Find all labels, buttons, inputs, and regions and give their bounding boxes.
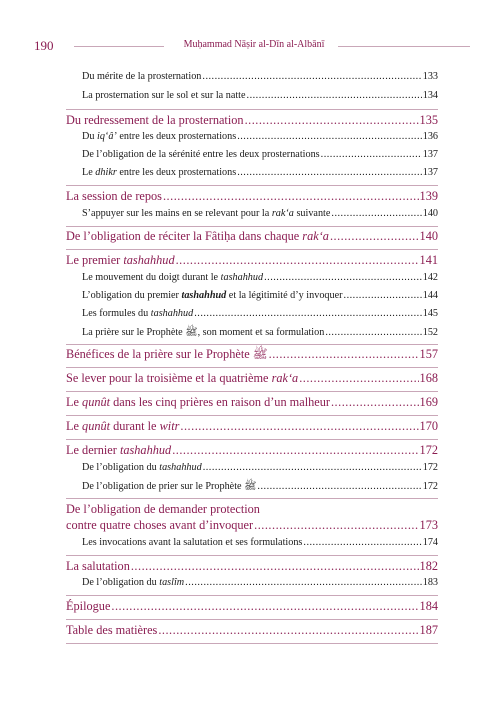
toc-entry-page: 140 — [422, 208, 438, 219]
section-divider — [66, 391, 438, 392]
toc-entry[interactable] — [66, 149, 438, 160]
toc-entry-page: 183 — [422, 577, 438, 588]
toc-section-page: 141 — [419, 253, 438, 267]
toc-entry[interactable] — [66, 71, 438, 82]
toc-section-title: La session de repos — [66, 189, 162, 203]
section-divider — [66, 249, 438, 250]
header-rule-right — [338, 46, 470, 47]
toc-section[interactable] — [66, 623, 438, 638]
toc-entry-title: De l’obligation de prier sur le Prophète ﷺ — [82, 481, 257, 492]
toc-entry[interactable] — [66, 537, 438, 548]
toc-entry-title: S’appuyer sur les mains en se relevant pour la rak‘a suivante — [82, 208, 331, 219]
toc-entry-title: Du mérite de la prosternation — [82, 71, 202, 82]
header-rule-left — [74, 46, 164, 47]
dot-leader — [111, 599, 418, 614]
toc-section-title: Le qunût durant le witr — [66, 419, 180, 433]
toc-section[interactable] — [66, 518, 438, 533]
section-divider — [66, 226, 438, 227]
toc-section-title: La salutation — [66, 559, 130, 573]
toc-section-page: 173 — [419, 518, 438, 532]
toc-section-page: 187 — [419, 623, 438, 637]
section-divider — [66, 185, 438, 186]
dot-leader — [254, 518, 418, 533]
toc-entry-title: Du iq‘â’ entre les deux prosternations — [82, 131, 237, 142]
dot-leader — [131, 559, 419, 574]
toc-section[interactable] — [66, 371, 438, 386]
page-number: 190 — [34, 38, 54, 53]
toc-entry-title: Le mouvement du doigt durant le tashahhud — [82, 272, 264, 283]
toc-section-page: 169 — [419, 395, 438, 409]
toc-section-page: 140 — [419, 229, 438, 243]
toc-entry-page: 174 — [422, 537, 438, 548]
toc-section[interactable] — [66, 443, 438, 458]
dot-leader — [257, 481, 421, 492]
dot-leader — [264, 272, 422, 283]
toc-entry-page: 136 — [422, 131, 438, 142]
dot-leader — [172, 443, 418, 458]
section-divider — [66, 439, 438, 440]
toc-entry-title: L’obligation du premier tashahhud et la légitimité d’y invoquer — [82, 290, 343, 301]
toc-section-page: 157 — [419, 347, 438, 361]
dot-leader — [325, 327, 421, 338]
section-divider — [66, 344, 438, 345]
dot-leader — [158, 623, 418, 638]
toc-section-page: 168 — [419, 371, 438, 385]
section-divider — [66, 498, 438, 499]
toc-entry[interactable] — [66, 308, 438, 319]
section-divider — [66, 643, 438, 644]
toc-section-page: 172 — [419, 443, 438, 457]
toc-entry-page: 142 — [422, 272, 438, 283]
toc-entry-title: Le dhikr entre les deux prosternations — [82, 167, 237, 178]
toc-section-title-line1: De l’obligation de demander protection — [66, 502, 260, 516]
toc-entry[interactable] — [66, 167, 438, 178]
dot-leader — [299, 371, 418, 386]
toc-entry-title: De l’obligation du tashahhud — [82, 462, 202, 473]
toc-section[interactable] — [66, 189, 438, 204]
toc-section-title: Le dernier tashahhud — [66, 443, 172, 457]
toc-entry-page: 137 — [422, 149, 438, 160]
toc-entry[interactable] — [66, 577, 438, 588]
toc-entry[interactable] — [66, 90, 438, 101]
toc-entry[interactable] — [66, 326, 438, 341]
section-divider — [66, 109, 438, 110]
toc-entry-title: De l’obligation du taslîm — [82, 577, 185, 588]
toc-section-title: Du redressement de la prosternation — [66, 113, 244, 127]
toc-entry-title: La prière sur le Prophète ﷺ, son moment et sa formulation — [82, 327, 325, 338]
toc-section-page: 139 — [419, 189, 438, 203]
toc-section[interactable] — [66, 347, 438, 365]
section-divider — [66, 555, 438, 556]
toc-entry-title: De l’obligation de la sérénité entre les deux prosternations — [82, 149, 320, 160]
dot-leader — [303, 537, 421, 548]
toc-section[interactable] — [66, 395, 438, 410]
toc-entry[interactable] — [66, 131, 438, 142]
toc-entry-page: 144 — [422, 290, 438, 301]
toc-entry[interactable] — [66, 208, 438, 219]
section-divider — [66, 415, 438, 416]
dot-leader — [331, 208, 421, 219]
dot-leader — [331, 395, 419, 410]
toc-section-page: 170 — [419, 419, 438, 433]
dot-leader — [237, 131, 422, 142]
toc-section[interactable] — [66, 559, 438, 574]
toc-entry-page: 172 — [422, 462, 438, 473]
dot-leader — [247, 90, 422, 101]
toc-section-page: 135 — [419, 113, 438, 127]
toc-entry[interactable] — [66, 290, 438, 301]
dot-leader — [344, 290, 422, 301]
toc-section-title: Bénéfices de la prière sur le Prophète ﷺ — [66, 347, 268, 361]
dot-leader — [203, 462, 422, 473]
running-header — [34, 40, 470, 54]
toc-entry-title: Les formules du tashahhud — [82, 308, 194, 319]
dot-leader — [176, 253, 419, 268]
dot-leader — [321, 149, 422, 160]
toc-entry[interactable] — [66, 462, 438, 473]
dot-leader — [163, 189, 419, 204]
toc-section-title: Se lever pour la troisième et la quatrième rak‘a — [66, 371, 299, 385]
toc-entry-title: La prosternation sur le sol et sur la natte — [82, 90, 246, 101]
toc-section[interactable] — [66, 419, 438, 434]
toc-entry-page: 137 — [422, 167, 438, 178]
toc-entry-page: 172 — [422, 481, 438, 492]
section-divider — [66, 367, 438, 368]
toc-section[interactable] — [66, 253, 438, 268]
toc-section[interactable] — [66, 113, 438, 128]
dot-leader — [202, 71, 421, 82]
toc-section-page: 184 — [419, 599, 438, 613]
dot-leader — [237, 167, 422, 178]
toc-entry[interactable] — [66, 272, 438, 283]
toc-entry-page: 133 — [422, 71, 438, 82]
toc-entry-page: 152 — [422, 327, 438, 338]
toc-entry-page: 134 — [422, 90, 438, 101]
dot-leader — [269, 347, 419, 362]
toc-section-title: Épilogue — [66, 599, 111, 613]
toc-entry-title: Les invocations avant la salutation et ses formulations — [82, 537, 303, 548]
dot-leader — [185, 577, 422, 588]
toc-section-title: De l’obligation de réciter la Fâtiḥa dans chaque rak‘a — [66, 229, 329, 243]
toc-entry-page: 145 — [422, 308, 438, 319]
section-divider — [66, 595, 438, 596]
toc-section-title: Table des matières — [66, 623, 158, 637]
dot-leader — [194, 308, 422, 319]
dot-leader — [330, 229, 419, 244]
section-divider — [66, 619, 438, 620]
toc-section[interactable] — [66, 229, 438, 244]
toc-section[interactable] — [66, 599, 438, 614]
toc-section-title: Le premier tashahhud — [66, 253, 175, 267]
running-title: Muḥammad Nāṣir al-Dīn al-Albānī — [183, 39, 325, 50]
toc-entry[interactable] — [66, 480, 438, 495]
toc-section-page: 182 — [419, 559, 438, 573]
toc-section-title: contre quatre choses avant d’invoquer — [66, 518, 254, 532]
dot-leader — [180, 419, 418, 434]
dot-leader — [245, 113, 419, 128]
toc-section-title: Le qunût dans les cinq prières en raison d’un malheur — [66, 395, 330, 409]
